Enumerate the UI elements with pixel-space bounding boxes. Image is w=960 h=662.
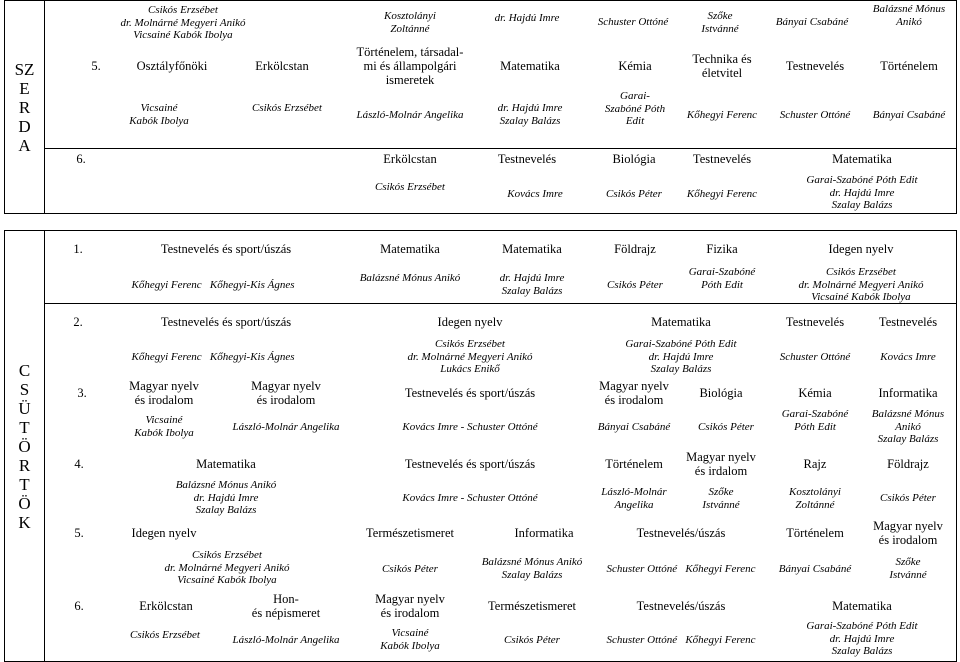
teacher-name: Garai- Szabóné Póth Edit bbox=[604, 90, 666, 127]
teacher-name: Szőke Istvánné bbox=[701, 10, 739, 35]
day-name-thursday: CSÜTÖRTÖK bbox=[18, 360, 31, 532]
subject-name: Történelem, társadal- mi és állampolgári ismeretek bbox=[356, 45, 464, 87]
teacher-name: Csikós Péter bbox=[880, 492, 936, 504]
teacher-name: Csikós Péter bbox=[504, 634, 560, 646]
subject-name: Biológia bbox=[612, 152, 656, 166]
teacher-name: Vicsainé Kabók Ibolya bbox=[129, 102, 189, 127]
subject-name: Testnevelés bbox=[692, 152, 752, 166]
teacher-name: Bányai Csabáné bbox=[597, 421, 671, 433]
subject-name: Matematika bbox=[196, 457, 256, 471]
day-label-cell bbox=[5, 1, 45, 213]
subject-name: Testnevelés bbox=[497, 152, 557, 166]
teacher-name: dr. Hajdú Imre bbox=[494, 12, 560, 24]
teacher-name: Kőhegyi Ferenc bbox=[686, 188, 758, 200]
subject-name: Matematika bbox=[832, 599, 892, 613]
teacher-name: Balázsné Mónus Anikó bbox=[359, 272, 461, 284]
subject-name: Matematika bbox=[832, 152, 892, 166]
subject-name: Földrajz bbox=[614, 242, 656, 256]
subject-name: Idegen nyelv bbox=[437, 315, 503, 329]
subject-name: Testnevelés és sport/úszás bbox=[404, 457, 536, 471]
day-label-cell bbox=[5, 231, 45, 661]
subject-name: Testnevelés bbox=[878, 315, 938, 329]
teacher-name: Bányai Csabáné bbox=[775, 16, 849, 28]
teacher-name: Csikós Péter bbox=[698, 421, 754, 433]
teacher-name: Schuster Ottóné bbox=[779, 351, 851, 363]
subject-name: Magyar nyelv és irodalom bbox=[251, 379, 321, 407]
subject-name: Történelem bbox=[605, 457, 663, 471]
subject-name: Természetismeret bbox=[488, 599, 576, 613]
subject-name: Matematika bbox=[500, 59, 560, 73]
period-number: 3. bbox=[77, 386, 87, 400]
subject-name: Történelem bbox=[880, 59, 938, 73]
day-name-wednesday: SZERDA bbox=[14, 59, 35, 155]
teacher-name: Szőke Istvánné bbox=[702, 486, 740, 511]
teacher-name: Kosztolányi Zoltánné bbox=[789, 486, 841, 511]
subject-name: Magyar nyelv és irodalom bbox=[129, 379, 199, 407]
teacher-name: Csikós Péter bbox=[382, 563, 438, 575]
teacher-name: Bányai Csabáné bbox=[778, 563, 852, 575]
subject-name: Testnevelés és sport/úszás bbox=[160, 315, 292, 329]
teacher-name: Vicsainé Kabók Ibolya bbox=[380, 627, 440, 652]
teacher-name: Kovács Imre bbox=[880, 351, 936, 363]
subject-name: Rajz bbox=[803, 457, 827, 471]
period-number: 5. bbox=[91, 59, 101, 73]
subject-name: Földrajz bbox=[887, 457, 929, 471]
teacher-name: Garai-Szabóné Póth Edit dr. Hajdú Imre Szalay Balázs bbox=[806, 174, 918, 211]
subject-name: Testnevelés és sport/úszás bbox=[404, 386, 536, 400]
subject-name: Kémia bbox=[798, 386, 832, 400]
teacher-name: Kőhegyi Ferenc bbox=[686, 109, 758, 121]
subject-name: Matematika bbox=[502, 242, 562, 256]
teacher-name: Balázsné Mónus Anikó Szalay Balázs bbox=[481, 556, 583, 581]
subject-name: Matematika bbox=[651, 315, 711, 329]
teacher-name: László-Molnár Angelika bbox=[356, 109, 464, 121]
teacher-name: Garai-Szabóné Póth Edit bbox=[688, 266, 756, 291]
subject-name: Kémia bbox=[618, 59, 652, 73]
teacher-name: Csikós Erzsébet dr. Molnárné Megyeri Anikó Vicsainé Kabók Ibolya bbox=[798, 266, 924, 303]
teacher-name: Csikós Erzsébet bbox=[130, 629, 200, 641]
subject-name: Magyar nyelv és irodalom bbox=[599, 379, 669, 407]
teacher-name: Csikós Erzsébet dr. Molnárné Megyeri Anikó Vicsainé Kabók Ibolya bbox=[164, 549, 290, 586]
period-number: 6. bbox=[74, 599, 84, 613]
teacher-name: Csikós Péter bbox=[606, 188, 662, 200]
subject-name: Matematika bbox=[380, 242, 440, 256]
teacher-name: Schuster Ottóné Kőhegyi Ferenc bbox=[606, 634, 756, 646]
subject-name: Magyar nyelv és irodalom bbox=[873, 519, 943, 547]
teacher-name: Kovács Imre bbox=[507, 188, 563, 200]
teacher-name: Garai-Szabóné Póth Edit dr. Hajdú Imre Szalay Balázs bbox=[625, 338, 737, 375]
subject-name: Biológia bbox=[699, 386, 743, 400]
period-number: 6. bbox=[76, 152, 86, 166]
teacher-name: Kovács Imre - Schuster Ottóné bbox=[402, 421, 538, 433]
teacher-name: László-Molnár Angelika bbox=[601, 486, 667, 511]
subject-name: Fizika bbox=[706, 242, 738, 256]
subject-name: Technika és életvitel bbox=[692, 52, 752, 80]
teacher-name: László-Molnár Angelika bbox=[232, 634, 340, 646]
teacher-name: dr. Hajdú Imre Szalay Balázs bbox=[497, 102, 563, 127]
subject-name: Informatika bbox=[878, 386, 938, 400]
subject-name: Testnevelés/úszás bbox=[636, 599, 726, 613]
period-number: 5. bbox=[74, 526, 84, 540]
teacher-name: László-Molnár Angelika bbox=[232, 421, 340, 433]
teacher-name: Balázsné Mónus Anikó Szalay Balázs bbox=[871, 408, 945, 445]
subject-name: Magyar nyelv és irodalom bbox=[375, 592, 445, 620]
subject-name: Erkölcstan bbox=[255, 59, 309, 73]
subject-name: Természetismeret bbox=[366, 526, 454, 540]
subject-name: Testnevelés/úszás bbox=[636, 526, 726, 540]
period-number: 2. bbox=[73, 315, 83, 329]
subject-name: Testnevelés bbox=[785, 315, 845, 329]
teacher-name: Csikós Erzsébet dr. Molnárné Megyeri Anikó Lukács Enikő bbox=[407, 338, 533, 375]
teacher-name: Szőke Istvánné bbox=[889, 556, 927, 581]
row-divider bbox=[44, 148, 957, 149]
period-number: 1. bbox=[73, 242, 83, 256]
teacher-name: Csikós Péter bbox=[607, 279, 663, 291]
teacher-name: Balázsné Mónus Anikó dr. Hajdú Imre Szalay Balázs bbox=[175, 479, 277, 516]
subject-name: Erkölcstan bbox=[383, 152, 437, 166]
period-number: 4. bbox=[74, 457, 84, 471]
teacher-name: Kovács Imre - Schuster Ottóné bbox=[402, 492, 538, 504]
subject-name: Erkölcstan bbox=[139, 599, 193, 613]
teacher-name: Csikós Erzsébet bbox=[252, 102, 322, 114]
teacher-name: Schuster Ottóné bbox=[597, 16, 669, 28]
subject-name: Idegen nyelv bbox=[828, 242, 894, 256]
subject-name: Testnevelés bbox=[785, 59, 845, 73]
subject-name: Idegen nyelv bbox=[131, 526, 197, 540]
teacher-name: Garai-Szabóné Póth Edit dr. Hajdú Imre Szalay Balázs bbox=[806, 620, 918, 657]
subject-name: Testnevelés és sport/úszás bbox=[160, 242, 292, 256]
subject-name: Történelem bbox=[786, 526, 844, 540]
teacher-name: Kőhegyi Ferenc Kőhegyi-Kis Ágnes bbox=[131, 351, 295, 363]
teacher-name: Kőhegyi Ferenc Kőhegyi-Kis Ágnes bbox=[131, 279, 295, 291]
teacher-name: Csikós Erzsébet dr. Molnárné Megyeri Anikó Vicsainé Kabók Ibolya bbox=[120, 4, 246, 41]
subject-name: Osztályfőnöki bbox=[136, 59, 208, 73]
subject-name: Hon- és népismeret bbox=[251, 592, 321, 620]
teacher-name: Bányai Csabáné bbox=[872, 109, 946, 121]
teacher-name: Kosztolányi Zoltánné bbox=[384, 10, 436, 35]
subject-name: Informatika bbox=[514, 526, 574, 540]
teacher-name: Csikós Erzsébet bbox=[375, 181, 445, 193]
teacher-name: Vicsainé Kabók Ibolya bbox=[134, 414, 194, 439]
teacher-name: Balázsné Mónus Anikó bbox=[872, 3, 946, 28]
teacher-name: Schuster Ottóné Kőhegyi Ferenc bbox=[606, 563, 756, 575]
subject-name: Magyar nyelv és irdalom bbox=[686, 450, 756, 478]
teacher-name: Garai-Szabóné Póth Edit bbox=[781, 408, 849, 433]
teacher-name: Schuster Ottóné bbox=[779, 109, 851, 121]
teacher-name: dr. Hajdú Imre Szalay Balázs bbox=[499, 272, 565, 297]
